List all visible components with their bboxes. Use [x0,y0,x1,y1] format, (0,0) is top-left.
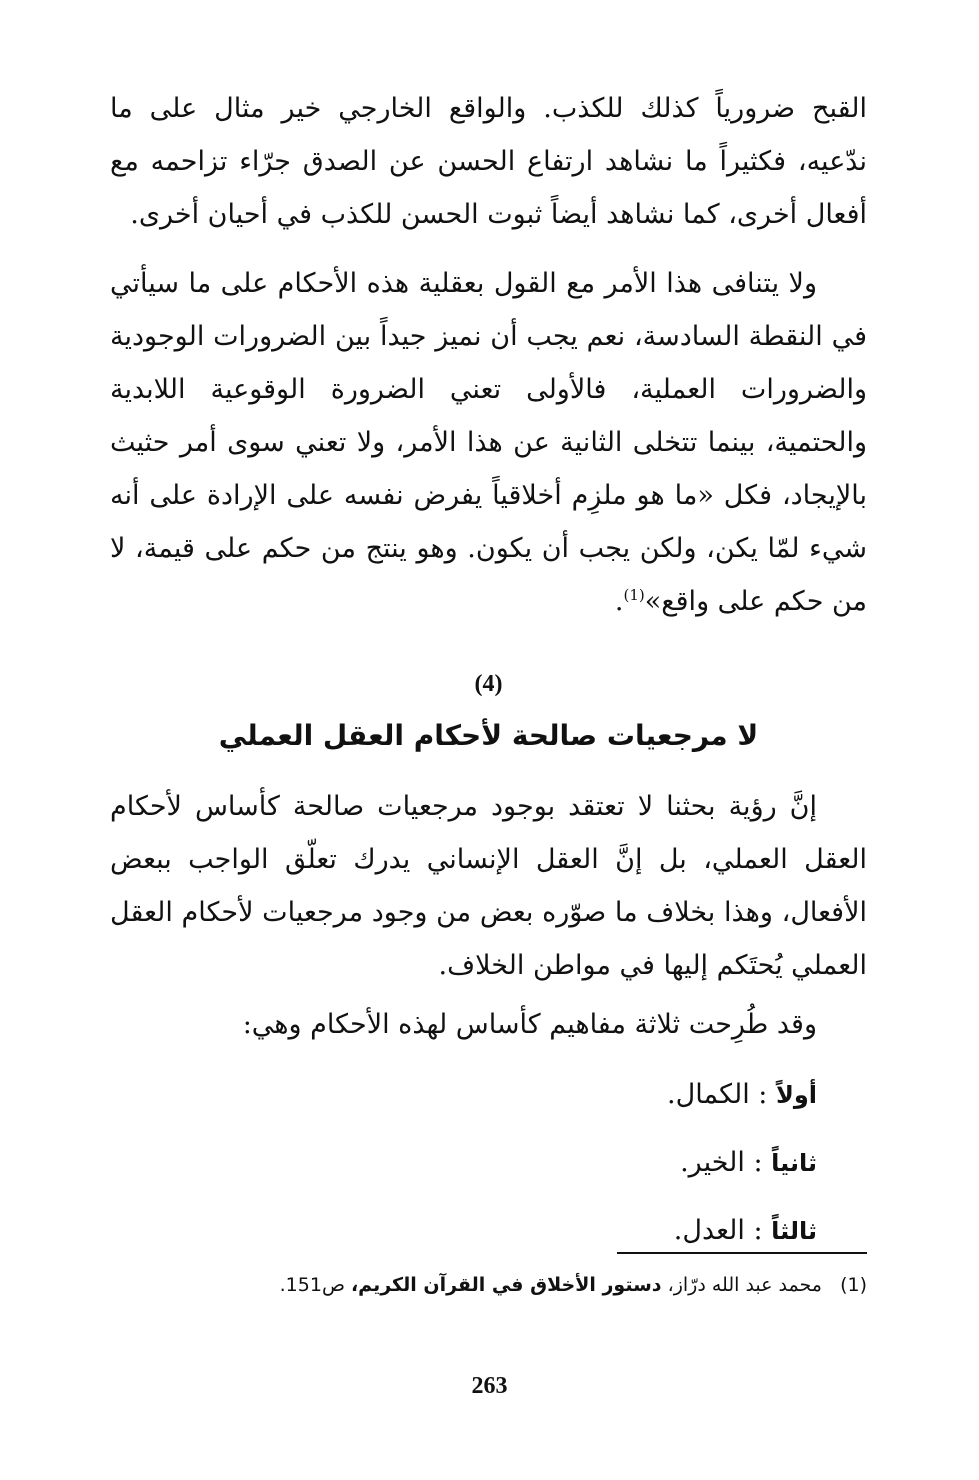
list-ordinal: أولاً [775,1081,817,1109]
section-title: لا مرجعيات صالحة لأحكام العقل العملي [218,719,759,752]
list-item [110,1061,817,1129]
list-text: : الخير. [680,1147,763,1178]
list-item [110,1129,817,1197]
footnote [107,1268,867,1302]
paragraph-2 [110,257,867,628]
page-number: 263 [471,1373,508,1399]
list-text: : العدل. [673,1215,763,1246]
list-ordinal: ثالثاً [771,1217,817,1245]
paragraph-1: القبح ضرورياً كذلك للكذب. والواقع الخارجي خير مثال على ما ندّعيه، فكثيراً ما نشاهد ارتفاع الحسن عن الصدق جرّاء تزاحمه مع أفعال أخرى، كما نشاهد أيضاً ثبوت الحسن للكذب في أحيان أخرى. [110,93,867,230]
paragraph-4: وقد طُرِحت ثلاثة مفاهيم كأساس لهذه الأحكام وهي: [242,1009,817,1040]
footnote-page: ص151. [279,1274,345,1296]
page-body [110,82,867,1265]
list-item [110,1197,817,1265]
footnote-author: محمد عبد الله درّاز، [667,1274,822,1296]
footnote-divider [617,1252,867,1254]
list-text: : الكمال. [667,1079,768,1110]
list-ordinal: ثانياً [771,1149,817,1177]
footnote-number: (1) [840,1274,867,1296]
paragraph-3: إنَّ رؤية بحثنا لا تعتقد بوجود مرجعيات صالحة كأساس لأحكام العقل العملي، بل إنَّ العقل الإنساني يدرك تعلّق الواجب ببعض الأفعال، وهذا بخلاف ما صوّره بعض من وجود مرجعيات لأحكام العقل العملي يُحتَكم إليها في مواطن الخلاف. [110,791,867,981]
concepts-list [110,1061,867,1265]
paragraph-2-end: . [614,586,624,617]
paragraph-2-text: ولا يتنافى هذا الأمر مع القول بعقلية هذه الأحكام على ما سيأتي في النقطة السادسة، نعم يجب أن نميز جيداً بين الضرورات الوجودية والضرورات العملية، فالأولى تعني الضرورة الوقوعية اللابدية والحتمية، بينما تتخلى الثانية عن هذا الأمر، ولا تعني سوى أمر حثيث بالإيجاد، فكل «ما هو ملزِم أخلاقياً يفرض نفسه على الإرادة على أنه شيء لمّا يكن، ولكن يجب أن يكون. وهو ينتج من حكم على قيمة، لا من حكم على واقع» [110,268,867,617]
footnote-book-title: دستور الأخلاق في القرآن الكريم، [350,1274,662,1296]
footnote-reference[interactable]: (1) [623,586,645,604]
section-number: (4) [474,671,503,697]
